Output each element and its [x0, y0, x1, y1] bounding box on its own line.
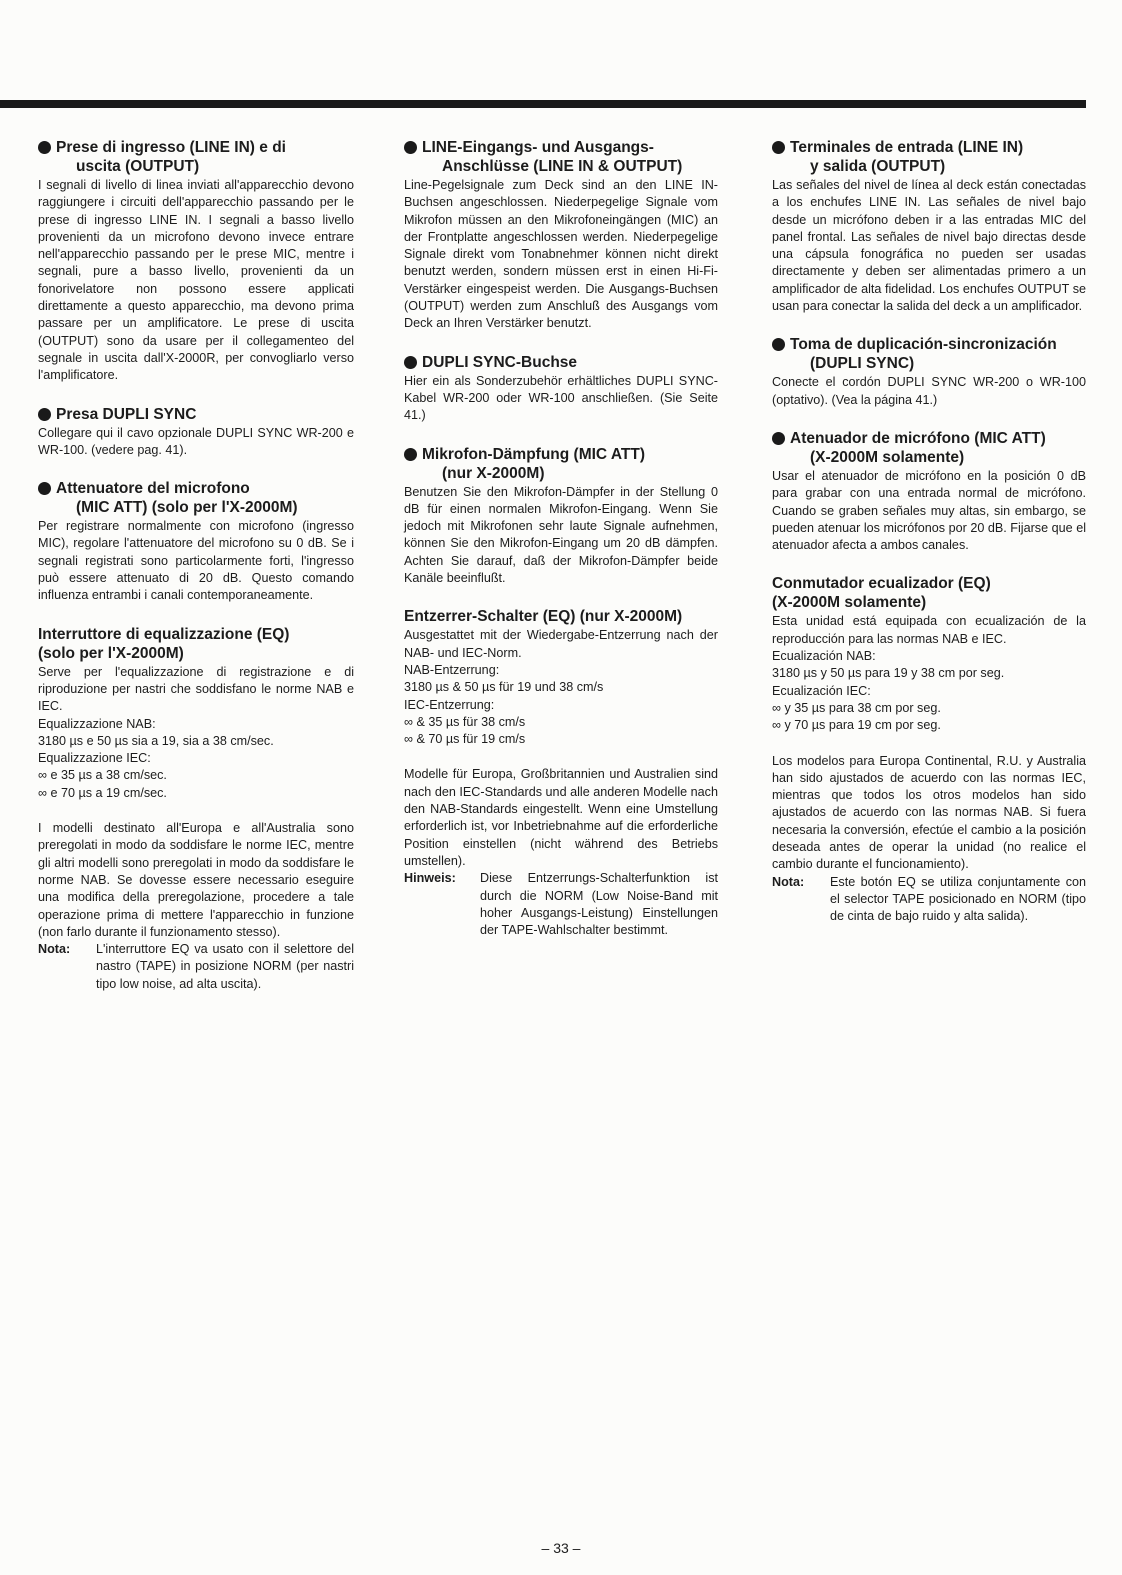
section-line-in-output	[404, 138, 718, 333]
section-body: Per registrare normalmente con microfono (ingresso MIC), regolare l'attenuatore del microfono su 0 dB. Se i segnali registrati sono particolarmente forti, l'ingresso può essere attenuato di 20 dB. Questo comando influenza entrambi i canali contemporaneamente.	[38, 519, 354, 603]
section-body: Usar el atenuador de micrófono en la posición 0 dB para grabar con una entrada normal de micrófono. Cuando se graben señales muy altas, sin embargo, se pueden atenuar los micrófonos por 20 dB. Fijarse que el atenuador afecta a ambos canales.	[772, 468, 1086, 553]
section-body-2: Modelle für Europa, Großbritannien und Australien sind nach den IEC-Standards und alle anderen Modelle nach den NAB-Standards eingestellt. Wenn eine Umstellung erforderlich ist, vor Inbetriebnahme auf die erforderliche Position einstellen (nicht während des Betriebs umstellen).	[404, 767, 718, 868]
section-heading: Terminales de entrada (LINE IN) y salida (OUTPUT)	[772, 138, 1086, 176]
section-heading: Prese di ingresso (LINE IN) e di uscita (OUTPUT)	[38, 138, 354, 176]
section-line-in-output	[38, 138, 354, 385]
section-dupli-sync	[38, 405, 354, 460]
bullet-icon	[772, 432, 785, 445]
bullet-icon	[404, 448, 417, 461]
section-line-in-output	[772, 138, 1086, 315]
note-label: Nota:	[38, 942, 71, 957]
note-label: Nota:	[772, 874, 805, 889]
section-dupli-sync	[404, 353, 718, 425]
section-heading: Presa DUPLI SYNC	[38, 405, 354, 424]
section-body: Collegare qui il cavo opzionale DUPLI SYNC WR-200 e WR-100. (vedere pag. 41).	[38, 425, 354, 457]
section-body-2: I modelli destinato all'Europa e all'Australia sono preregolati in modo da soddisfare le norme IEC, mentre gli altri modelli sono preregolati in modo da soddisfare le norme NAB. Se dovesse essere necessario eseguire una modifica della preregolazione, procedere a tale operazione prima di mettere l'apparecchio in funzione (non farlo durante il funzionamento stesso).	[38, 821, 354, 939]
section-body-2: Los modelos para Europa Continental, R.U. y Australia han sido ajustados de acuerdo con las normas IEC, mientras que todos los otros modelos han sido ajustados de acuerdo con las normas NAB. Si fuera necesaria la conversión, efectúe el cambio a la posición deseada antes de operar la unidad (no realice el cambio durante el funcionamiento).	[772, 753, 1086, 872]
bullet-icon	[38, 482, 51, 495]
section-body: I segnali di livello di linea inviati all'apparecchio devono raggiungere i circuiti dell'apparecchio passando per le prese di ingresso LINE IN. I segnali a basso livello provenienti da un microfono devono invece entrare nell'apparecchio passando per le prese MIC, mentre i segnali, pure a basso livello, provenienti da un fonorivelatore non possono essere applicati direttamente a questo apparecchio, ma devono prima passare per un amplificatore. Le prese di uscita (OUTPUT) sono da usare per il collegamenteo del segnale in uscita dall'X-2000R, per convogliarlo verso l'amplificatore.	[38, 178, 354, 383]
section-body: Ausgestattet mit der Wiedergabe-Entzerrung nach der NAB- und IEC-Norm. NAB-Entzerrung: 3180 µs & 50 µs für 19 und 38 cm/s IEC-Entzerrung: ∞ & 35 µs für 38 cm/s ∞ & 70 µs für 19 cm/s	[404, 628, 718, 747]
section-eq-switch	[404, 607, 718, 939]
column-spanish	[772, 138, 1086, 946]
bullet-icon	[38, 141, 51, 154]
section-heading: Toma de duplicación-sincronización (DUPLI SYNC)	[772, 335, 1086, 373]
section-heading: Entzerrer-Schalter (EQ) (nur X-2000M)	[404, 608, 683, 626]
section-heading: LINE-Eingangs- und Ausgangs- Anschlüsse (LINE IN & OUTPUT)	[404, 138, 718, 176]
section-dupli-sync	[772, 335, 1086, 409]
section-heading: Atenuador de micrófono (MIC ATT) (X-2000M solamente)	[772, 429, 1086, 467]
section-eq-switch	[38, 625, 354, 993]
note-text: Este botón EQ se utiliza conjuntamente con el selector TAPE posicionado en NORM (tipo de cinta de bajo ruido y alta salida).	[830, 874, 1086, 924]
column-italian	[38, 138, 354, 1013]
section-body: Hier ein als Sonderzubehör erhältliches DUPLI SYNC-Kabel WR-200 oder WR-100 anschließen. (Sie Seite 41.)	[404, 373, 718, 423]
section-mic-att	[772, 429, 1086, 554]
bullet-icon	[772, 141, 785, 154]
section-mic-att	[404, 445, 718, 588]
section-heading: Conmutador ecualizador (EQ) (X-2000M solamente)	[772, 575, 991, 612]
page-number: – 33 –	[541, 1540, 581, 1556]
section-heading: Attenuatore del microfono (MIC ATT) (solo per l'X-2000M)	[38, 479, 354, 517]
note	[38, 941, 354, 993]
bullet-icon	[404, 141, 417, 154]
note	[404, 870, 718, 939]
section-body: Benutzen Sie den Mikrofon-Dämpfer in der Stellung 0 dB für einen normalen Mikrofon-Eingang. Wenn Sie jedoch mit Mikrofonen sehr laute Signale aufnehmen, können Sie den Mikrofon-Eingang um 20 dB dämpfen. Achten Sie darauf, daß der Mikrofon-Dämpfer beide Kanäle beeinflußt.	[404, 484, 718, 586]
bullet-icon	[404, 356, 417, 369]
bullet-icon	[38, 408, 51, 421]
note-label: Hinweis:	[404, 871, 456, 886]
section-body: Serve per l'equalizzazione di registrazione e di riproduzione per nastri che soddisfano le norme NAB e IEC. Equalizzazione NAB: 3180 µs e 50 µs sia a 19, sia a 38 cm/sec. Equalizzazione IEC: ∞ e 35 µs a 38 cm/sec. ∞ e 70 µs a 19 cm/sec.	[38, 664, 354, 800]
note	[772, 874, 1086, 926]
section-eq-switch	[772, 574, 1086, 925]
note-text: L'interruttore EQ va usato con il selettore del nastro (TAPE) in posizione NORM (per nastri tipo low noise, ad alta uscita).	[96, 942, 354, 991]
bullet-icon	[772, 338, 785, 351]
section-body: Conecte el cordón DUPLI SYNC WR-200 o WR-100 (optativo). (Vea la página 41.)	[772, 375, 1086, 407]
section-mic-att	[38, 479, 354, 604]
note-text: Diese Entzerrungs-Schalterfunktion ist durch die NORM (Low Noise-Band mit hoher Ausgangs-Leistung) Einstellungen der TAPE-Wahlschalter bestimmt.	[480, 871, 718, 938]
top-rule	[0, 100, 1086, 108]
section-body: Esta unidad está equipada con ecualización de la reproducción para las normas NAB e IEC. Ecualización NAB: 3180 µs y 50 µs para 19 y 38 cm por seg. Ecualización IEC: ∞ y 35 µs para 38 cm por seg. ∞ y 70 µs para 19 cm por seg.	[772, 614, 1086, 733]
section-body: Las señales del nivel de línea al deck están conectadas a los enchufes LINE IN. Las señales de nivel bajo desde un micrófono deben ir a las entradas MIC del panel frontal. Las señales de nivel bajo directas desde una cápsula fonográfica no pueden ser usadas directamente y deben ser alimentadas primero a un amplificador de alta fidelidad. Los enchufes OUTPUT se usan para conectar la salida del deck a un amplificador.	[772, 178, 1086, 314]
column-german	[404, 138, 718, 959]
section-heading: Mikrofon-Dämpfung (MIC ATT) (nur X-2000M)	[404, 445, 718, 483]
section-heading: Interruttore di equalizzazione (EQ) (solo per l'X-2000M)	[38, 625, 290, 662]
section-body: Line-Pegelsignale zum Deck sind an den LINE IN-Buchsen angeschlossen. Niederpegelige Signale vom Mikrofon müssen an den Mikrofoneingängen (MIC) an der Frontplatte angeschlossen werden. Niederpegelige Signale direkt vom Tonabnehmer können nicht direkt benutzt werden, sondern müssen erst in einen Hi-Fi-Verstärker eingespeist werden. Die Ausgangs-Buchsen (OUTPUT) werden zum Anschluß des Ausgangs vom Deck an Ihren Verstärker benutzt.	[404, 178, 718, 331]
section-heading: DUPLI SYNC-Buchse	[404, 353, 718, 372]
